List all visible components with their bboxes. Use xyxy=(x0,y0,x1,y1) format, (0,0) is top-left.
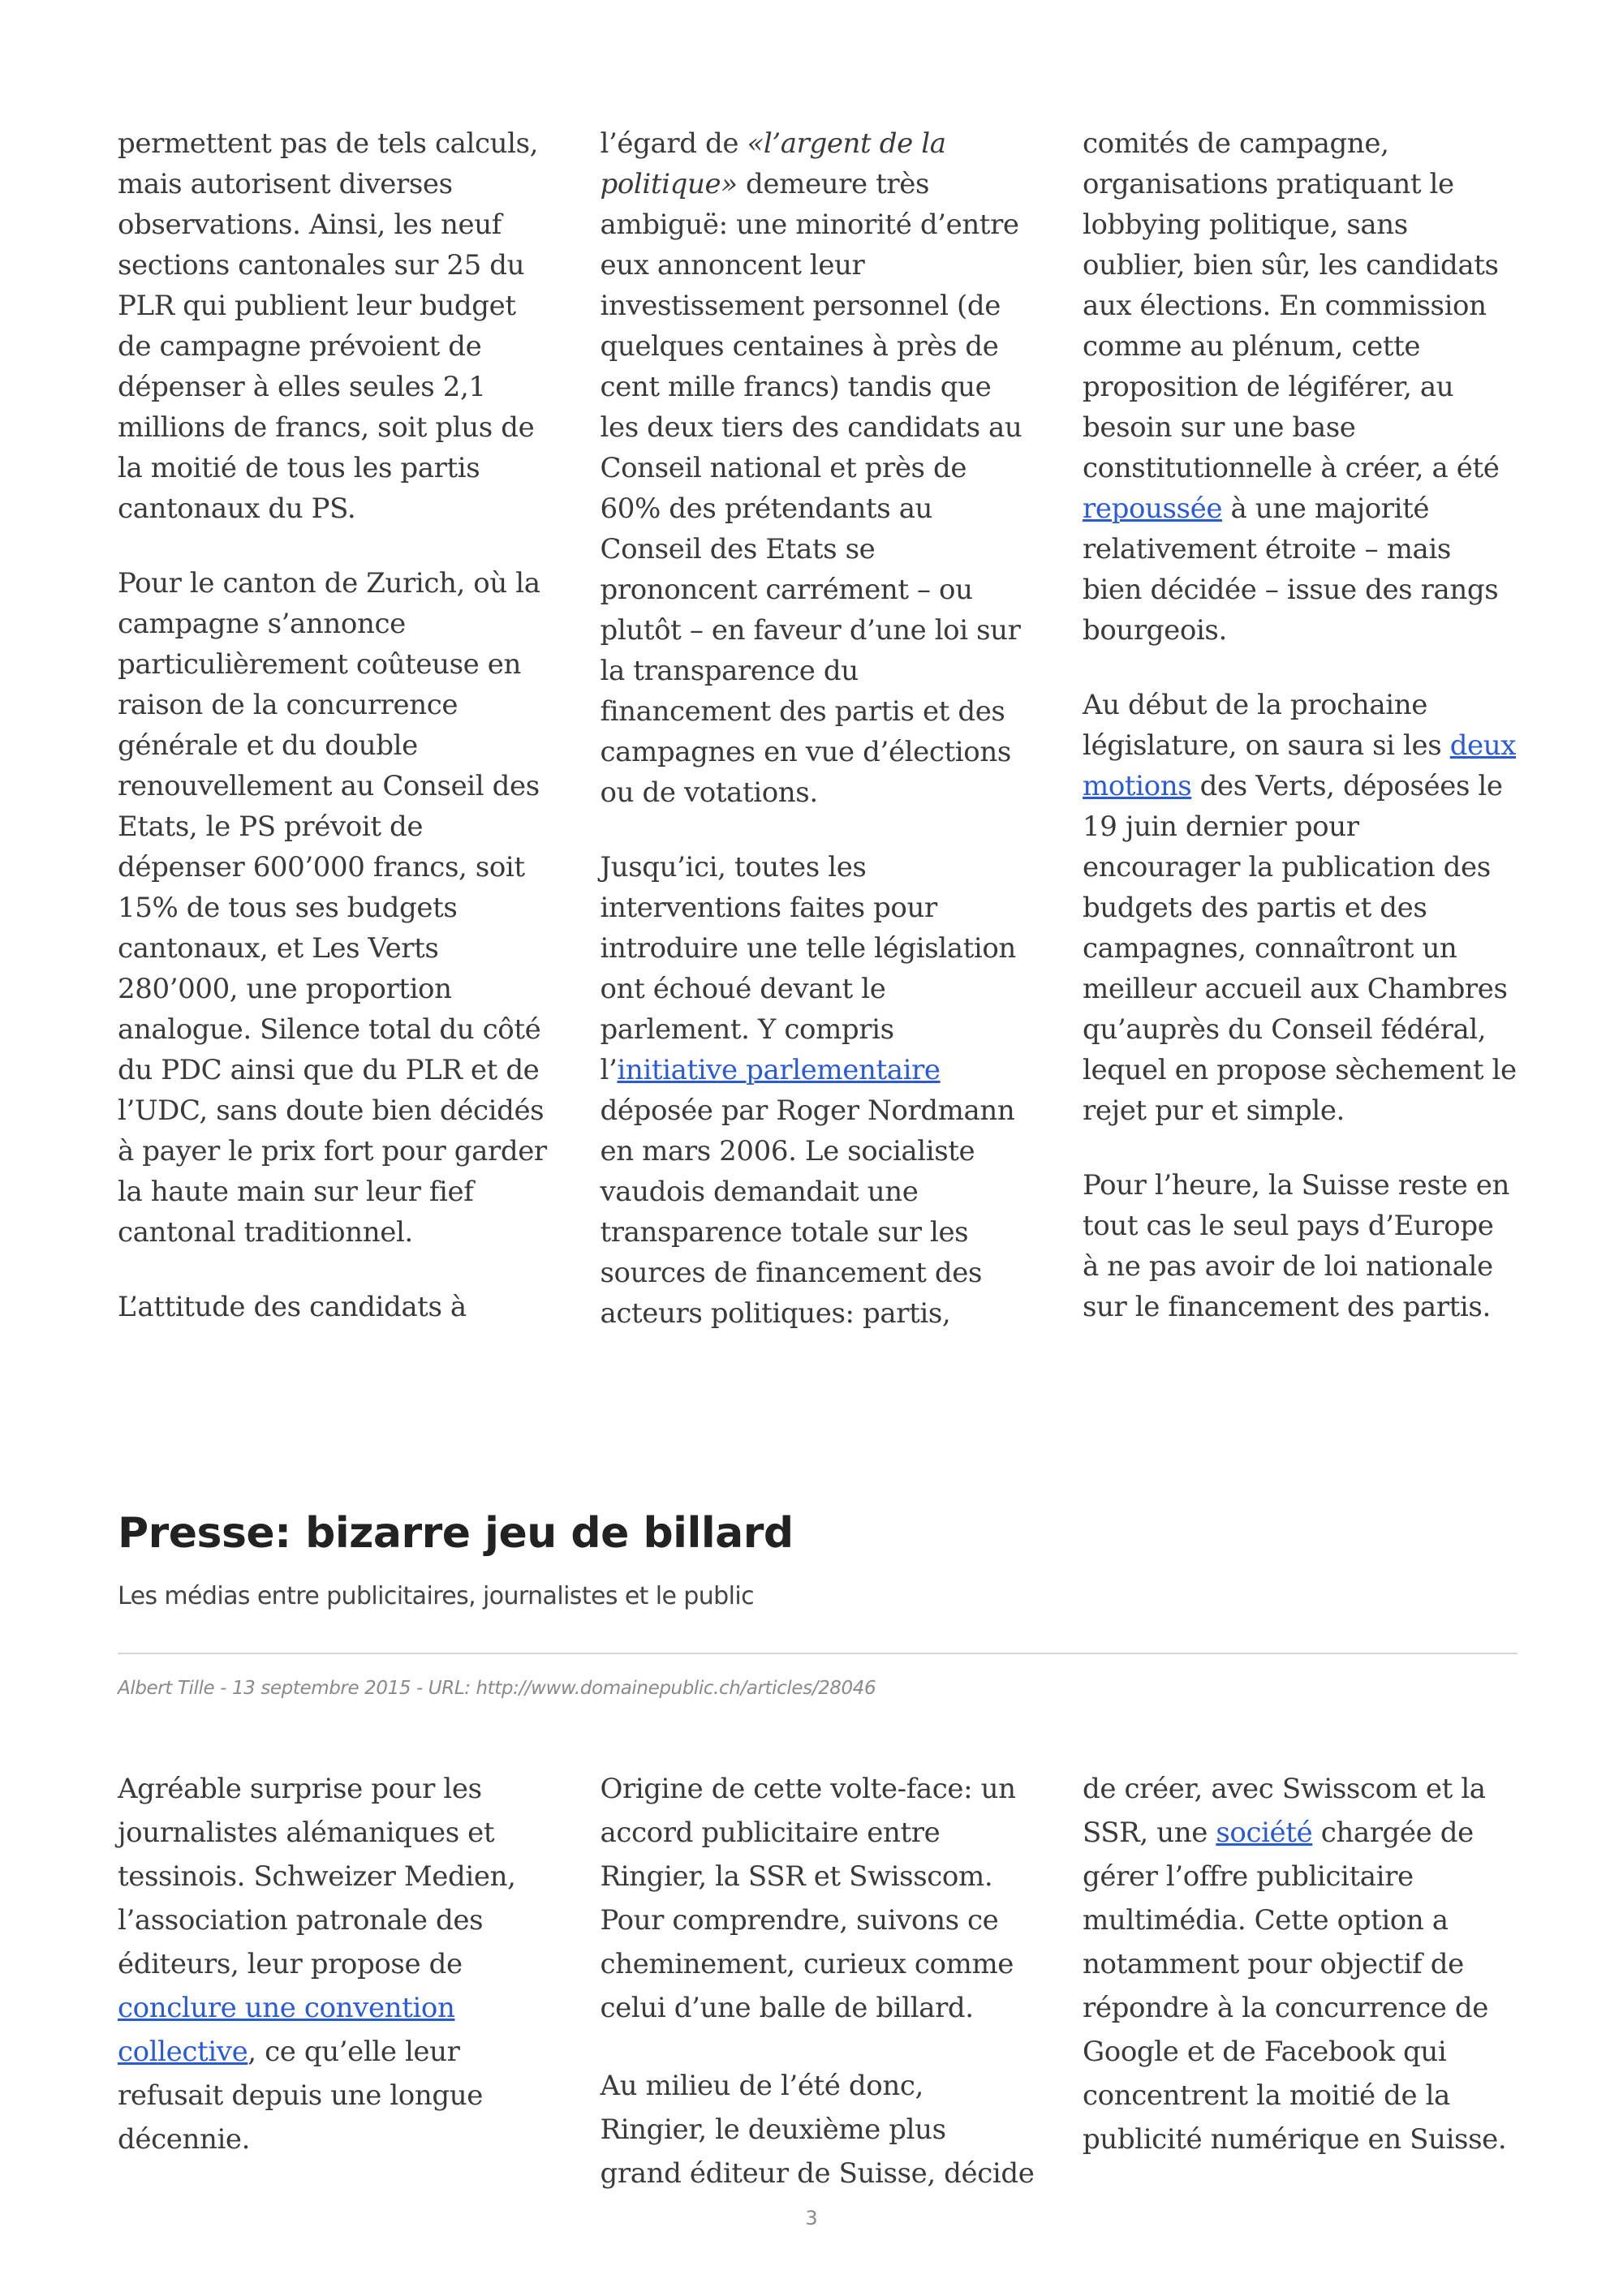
article-title: Presse: bizarre jeu de billard xyxy=(118,1509,794,1558)
column-3 xyxy=(1083,1767,1518,2195)
text-span: demeure très ambiguë: une minorité d’entre eux annoncent leur investissement personnel (de quelques centaines à près de cent mille francs) tandis que les deux tiers des candidats au Conseil national et près de 60% des prétendants au Conseil des Etats se prononcent carrément – ou plutôt – en faveur d’une loi sur la transparence du financement des partis et des campagnes en vue d’élections ou de votations. xyxy=(600,168,1022,809)
paragraph xyxy=(601,123,1035,813)
paragraph xyxy=(118,1767,553,2161)
text-span: chargée de gérer l’offre publicitaire multimédia. Cette option a notamment pour objectif de répondre à la concurrence de Google et de Facebook qui concentrent la moitié de la publicité numérique en Suisse. xyxy=(1083,1817,1507,2156)
paragraph: Pour le canton de Zurich, où la campagne s’annonce particulièrement coûteuse en raison de la concurrence générale et du double renouvellement au Conseil des Etats, le PS prévoit de dépenser 600’000 francs, soit 15% de tous ses budgets cantonaux, et Les Verts 280’000, une proportion analogue. Silence total du côté du PDC ainsi que du PLR et de l’UDC, sans doute bien décidés à payer le prix fort pour garder la haute main sur leur fief cantonal traditionnel. xyxy=(118,567,547,1249)
paragraph xyxy=(601,847,1035,1334)
text-span: l’égard de xyxy=(600,127,747,160)
quote-emphasis: «l’argent de la politique» xyxy=(600,127,946,200)
column-2 xyxy=(601,123,1035,1334)
paragraph: Au milieu de l’été donc, Ringier, le deuxième plus grand éditeur de Suisse, décide xyxy=(600,2070,1035,2190)
link-repoussee[interactable]: repoussée xyxy=(1083,492,1223,525)
text-span: de créer, avec Swisscom et la SSR, une xyxy=(1083,1773,1486,1849)
text-span: déposée par Roger Nordmann en mars 2006. Le socialiste vaudois demandait une transparence totale sur les sources de financement des acteurs politiques: partis, xyxy=(600,1094,1015,1330)
page-number: 3 xyxy=(805,2207,818,2229)
continued-article-columns xyxy=(118,123,1518,1334)
paragraph xyxy=(1083,1767,1518,2161)
column-3 xyxy=(1083,123,1518,1334)
text-span: Jusqu’ici, toutes les interventions faites pour introduire une telle législation ont échoué devant le parlement. Y compris l’ xyxy=(600,851,1016,1086)
article-subtitle: Les médias entre publicitaires, journalistes et le public xyxy=(118,1582,754,1610)
article-meta: Albert Tille - 13 septembre 2015 - URL: http://www.domainepublic.ch/articles/28046 xyxy=(118,1678,876,1699)
paragraph: Origine de cette volte-face: un accord publicitaire entre Ringier, la SSR et Swisscom. Pour comprendre, suivons ce cheminement, curieux comme celui d’une balle de billard. xyxy=(600,1773,1016,2024)
link-societe[interactable]: société xyxy=(1216,1817,1313,1849)
text-span: à une majorité relativement étroite – mais bien décidée – issue des rangs bourgeois. xyxy=(1083,492,1499,647)
paragraph xyxy=(1083,123,1518,651)
text-span: comités de campagne, organisations pratiquant le lobbying politique, sans oublier, bien sûr, les candidats aux élections. En commission comme au plénum, cette proposition de légiférer, au besoin sur une base constitutionnelle à créer, a été xyxy=(1083,127,1500,484)
text-span: Au début de la prochaine législature, on saura si les xyxy=(1083,689,1450,762)
column-2 xyxy=(601,1767,1035,2195)
column-1 xyxy=(118,1767,553,2195)
divider xyxy=(118,1653,1518,1654)
text-span: , ce qu’elle leur refusait depuis une longue décennie. xyxy=(118,2036,483,2156)
article-columns xyxy=(118,1767,1518,2195)
paragraph: Pour l’heure, la Suisse reste en tout cas le seul pays d’Europe à ne pas avoir de loi nationale sur le financement des partis. xyxy=(1083,1169,1509,1323)
text-span: Agréable surprise pour les journalistes alémaniques et tessinois. Schweizer Medien, l’association patronale des éditeurs, leur propose de xyxy=(118,1773,516,1980)
paragraph: L’attitude des candidats à xyxy=(118,1291,467,1323)
paragraph xyxy=(1083,685,1518,1131)
paragraph: permettent pas de tels calculs, mais autorisent diverses observations. Ainsi, les neuf sections cantonales sur 25 du PLR qui publient leur budget de campagne prévoient de dépenser à elles seules 2,1 millions de francs, soit plus de la moitié de tous les partis cantonaux du PS. xyxy=(118,127,539,525)
link-deux-motions[interactable]: deux motions xyxy=(1083,729,1517,802)
link-initiative-parlementaire[interactable]: initiative parlementaire xyxy=(617,1054,941,1086)
column-1 xyxy=(118,123,553,1334)
link-conclure-convention[interactable]: conclure une convention collective xyxy=(118,1992,455,2068)
text-span: des Verts, déposées le 19 juin dernier pour encourager la publication des budgets des partis et des campagnes, connaîtront un meilleur accueil aux Chambres qu’auprès du Conseil fédéral, lequel en propose sèchement le rejet pur et simple. xyxy=(1083,770,1517,1127)
